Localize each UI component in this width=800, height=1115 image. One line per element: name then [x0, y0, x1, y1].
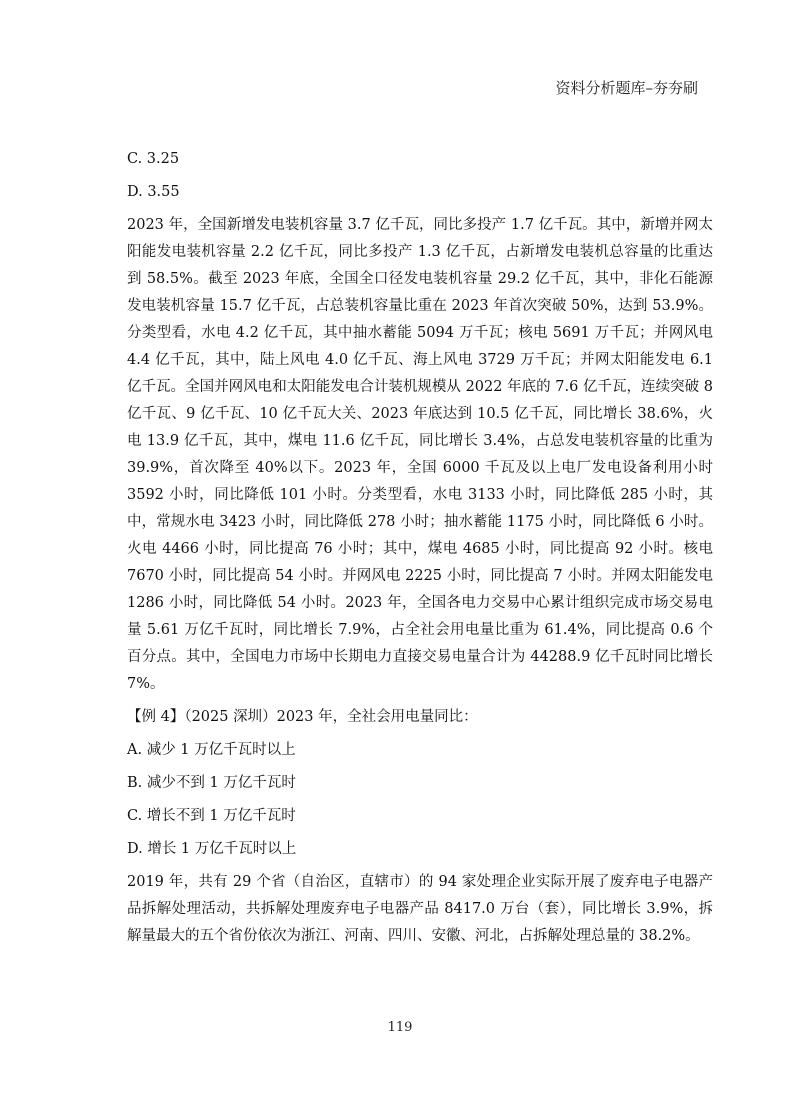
- page-content: [127, 146, 713, 956]
- material-paragraph-2: 2019 年，共有 29 个省（自治区，直辖市）的 94 家处理企业实际开展了废弃电子电器产品拆解处理活动，共拆解处理废弃电子电器产品 8417.0 万台（套），同比增长 3.9%，拆解量最大的五个省份依次为浙江、河南、四川、安徽、河北，占拆解处理总量的 38.2%。: [127, 874, 713, 944]
- example-4-question: 【例 4】（2025 深圳）2023 年，全社会用电量同比：: [127, 709, 478, 725]
- example-4-option-c: C. 增长不到 1 万亿千瓦时: [127, 808, 296, 824]
- material-paragraph-1: 2023 年，全国新增发电装机容量 3.7 亿千瓦，同比多投产 1.7 亿千瓦。其中，新增并网太阳能发电装机容量 2.2 亿千瓦，同比多投产 1.3 亿千瓦，占新增发电装机总容量的比重达到 58.5%。截至 2023 年底，全国全口径发电装机容量 29.2 亿千瓦，其中，非化石能源发电装机容量 15.7 亿千瓦，占总装机容量比重在 2023 年首次突破 50%，达到 53.9%。分类型看，水电 4.2 亿千瓦，其中抽水蓄能 5094 万千瓦；核电 5691 万千瓦；并网风电 4.4 亿千瓦，其中，陆上风电 4.0 亿千瓦、海上风电 3729 万千瓦；并网太阳能发电 6.1 亿千瓦。全国并网风电和太阳能发电合计装机规模从 2022 年底的 7.6 亿千瓦，连续突破 8 亿千瓦、9 亿千瓦、10 亿千瓦大关、2023 年底达到 10.5 亿千瓦，同比增长 38.6%，火电 13.9 亿千瓦，其中，煤电 11.6 亿千瓦，同比增长 3.4%，占总发电装机容量的比重为 39.9%，首次降至 40%以下。2023 年，全国 6000 千瓦及以上电厂发电设备利用小时 3592 小时，同比降低 101 小时。分类型看，水电 3133 小时，同比降低 285 小时，其中，常规水电 3423 小时，同比降低 278 小时；抽水蓄能 1175 小时，同比降低 6 小时。火电 4466 小时，同比提高 76 小时；其中，煤电 4685 小时，同比提高 92 小时。核电 7670 小时，同比提高 54 小时。并网风电 2225 小时，同比提高 7 小时。并网太阳能发电 1286 小时，同比降低 54 小时。2023 年，全国各电力交易中心累计组织完成市场交易电量 5.61 万亿千瓦时，同比增长 7.9%，占全社会用电量比重为 61.4%，同比提高 0.6 个百分点。其中，全国电力市场中长期电力直接交易电量合计为 44288.9 亿千瓦时同比增长 7%。: [127, 217, 713, 692]
- example-4-option-b: B. 减少不到 1 万亿千瓦时: [127, 775, 296, 791]
- page-header: 资料分析题库–夯夯刷: [555, 79, 698, 97]
- page-number: 119: [387, 1020, 413, 1035]
- option-d: D. 3.55: [127, 184, 180, 200]
- option-c: C. 3.25: [127, 151, 180, 167]
- example-4-option-a: A. 减少 1 万亿千瓦时以上: [127, 742, 296, 758]
- example-4-option-d: D. 增长 1 万亿千瓦时以上: [127, 841, 297, 857]
